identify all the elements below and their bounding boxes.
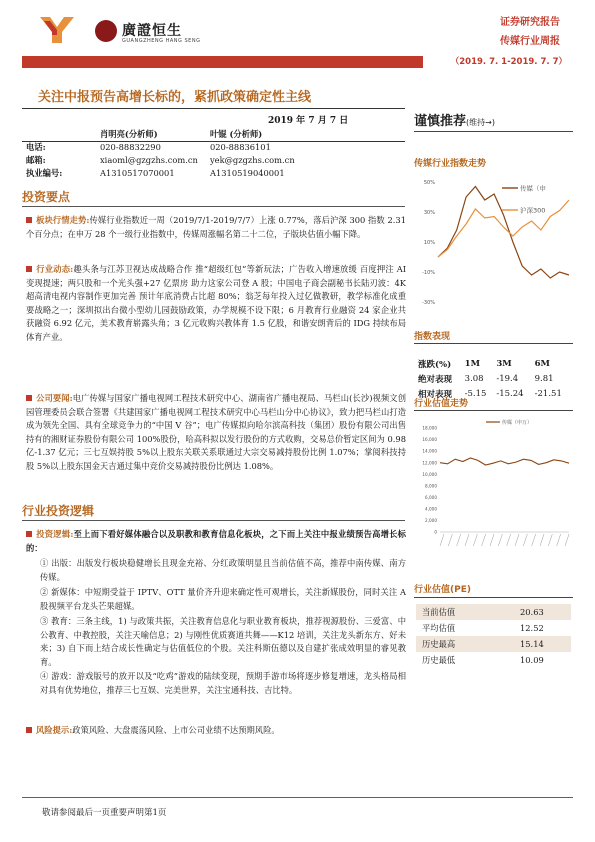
logic-item-new-media: ② 新媒体：中短期受益于 IPTV、OTT 量价齐升迎来确定性可观增长，关注新媒股份，同时关注 A 股视频平台龙头芒果超媒。 — [40, 587, 406, 611]
pe-label: 平均估值 — [422, 623, 456, 633]
bullet-risk — [26, 724, 406, 738]
y-tick-label: 12,000 — [422, 460, 437, 466]
bullet-body: 传媒行业指数近一周（2019/7/1-2019/7/7）上涨 0.77%，落后沪深 300 指数 2.31 个百分点；在申万 28 个一级行业指数中，传媒周涨幅名第二十二位，子版块估值小幅下降。 — [26, 215, 406, 239]
y-tick-label: 50% — [423, 180, 435, 186]
x-tick-mark — [507, 534, 511, 546]
perf-divider — [414, 343, 573, 344]
pe-label: 历史最高 — [422, 639, 456, 649]
y-tick-label: 0 — [434, 529, 437, 535]
contact-row-email — [22, 154, 405, 167]
y-tick-label: -30% — [422, 300, 435, 306]
valuation-trend-title: 行业估值走势 — [414, 399, 469, 409]
phone-2: 020-88836101 — [210, 142, 271, 152]
series-line — [440, 458, 569, 465]
y-tick-label: 2,000 — [425, 518, 437, 524]
title-divider — [22, 108, 405, 109]
logic-item-games: ④ 游戏：游戏版号的放开以及“吃鸡”游戏的陆续变现，预期手游市场将逐步修复增速，龙头格局相对具有优势地位，推荐三七互娱、完美世界，关注宝通科技、吉比特。 — [40, 671, 406, 695]
report-period: （2019. 7. 1-2019. 7. 7） — [450, 57, 567, 67]
report-title: 关注中报预告高增长标的，紧抓政策确定性主线 — [38, 90, 312, 105]
x-tick-mark — [440, 534, 444, 546]
x-tick-mark — [482, 534, 486, 546]
pe-row — [416, 620, 571, 636]
section-investment-points-title: 投资要点 — [22, 190, 71, 204]
perf-cell: -21.51 — [534, 388, 562, 399]
perf-header-cell: 6M — [534, 358, 550, 369]
logic-item-education: ③ 教育：三条主线，1) 与政策共振，关注教育信息化与职业教育板块，推荐视源股份、三爱富、中公教育、中教控股，关注天喻信息；2) 与刚性优质赛道共舞——K12 培训，关注龙头新东方、好未来；3) 自下而上结合成长性确定与估值低位的个股。关注科斯伍德以及自建扩张成效明显的睿见教育。 — [40, 616, 406, 667]
y-tick-label: 10,000 — [422, 471, 437, 477]
y-tick-label: -10% — [422, 270, 435, 276]
license-1: A1310517070001 — [100, 168, 175, 178]
analyst-name-2: 叶锟 (分析师) — [210, 129, 263, 139]
pe-title: 行业估值(PE) — [414, 585, 471, 595]
analyst-names-row — [22, 128, 405, 141]
pe-row — [416, 652, 571, 668]
index-performance-table — [416, 356, 571, 401]
bullet-square-icon — [26, 727, 32, 733]
brand-logo-icon — [40, 17, 74, 43]
pe-label: 历史最低 — [422, 655, 456, 665]
bullet-market-trend — [26, 214, 406, 241]
x-tick-mark — [532, 534, 536, 546]
license-label: 执业编号: — [26, 168, 63, 178]
rating-divider — [414, 131, 573, 132]
perf-cell: -15.24 — [496, 388, 524, 399]
pe-row — [416, 636, 571, 652]
footer-divider — [22, 797, 573, 798]
pe-value: 20.63 — [520, 607, 544, 617]
x-tick-mark — [498, 534, 502, 546]
brand-name: 廣證恒生 — [122, 23, 182, 39]
bullet-key: 公司要闻: — [36, 393, 73, 403]
bullet-square-icon — [26, 217, 32, 223]
x-tick-mark — [557, 534, 561, 546]
y-tick-label: 18,000 — [422, 425, 437, 431]
valuation-divider — [414, 410, 573, 411]
email-1[interactable]: xiaoml@gzgzhs.com.cn — [100, 155, 198, 165]
perf-cell: -19.4 — [496, 373, 519, 384]
analyst-contacts — [22, 128, 405, 180]
x-tick-mark — [448, 534, 452, 546]
x-tick-mark — [565, 534, 569, 546]
index-trend-chart — [414, 172, 573, 312]
pe-value: 10.09 — [520, 655, 544, 665]
x-tick-mark — [457, 534, 461, 546]
pe-row — [416, 604, 571, 620]
contact-row-phone — [22, 141, 405, 154]
section-divider — [22, 206, 405, 207]
y-tick-label: 14,000 — [422, 448, 437, 454]
legend-label: 传媒（申万） — [502, 420, 533, 426]
email-label: 邮箱: — [26, 155, 46, 165]
perf-header-cell: 涨跌(%) — [418, 359, 452, 370]
perf-row-label: 绝对表现 — [418, 374, 453, 385]
perf-header-cell: 1M — [464, 358, 480, 369]
perf-header-row — [416, 356, 571, 371]
x-tick-mark — [465, 534, 469, 546]
y-tick-label: 10% — [423, 240, 435, 246]
bullet-body: 电广传媒与国家广播电视网工程技术研究中心、湖南省广播电视局、马栏山(长沙)视频文创园管理委员会联合签署《共建国家广播电视网工程技术研究中心马栏山分中心协议》，致力把马栏山打造成为领先全国、具有全球竞争力的“中国 V 谷”；电广传媒拟向哈尔滨高科技（集团）股份有限公司出售持有的湘财证券股份有限公司 100%股份，哈高科拟以发行股份的方式收购，交易总价暂定区间为 0.98 亿-1.37 亿元；三七互娱持股 5%以上股东关联关系联通过大宗交易减持股份比例 1.07%；掌阅科技持股 5%以上股东国金天吉通过集中竞价交易减持股份比例达 1.08%。 — [26, 393, 406, 471]
brand-seal-icon — [95, 20, 117, 42]
email-2[interactable]: yek@gzgzhs.com.cn — [210, 155, 295, 165]
y-tick-label: 4,000 — [425, 506, 437, 512]
pe-divider — [414, 597, 573, 598]
analyst-name-1: 肖明亮(分析师) — [100, 129, 158, 139]
x-tick-mark — [473, 534, 477, 546]
y-tick-label: 6,000 — [425, 494, 437, 500]
bullet-key: 投资逻辑: — [36, 529, 74, 539]
x-tick-mark — [523, 534, 527, 546]
y-tick-label: 30% — [423, 210, 435, 216]
bullet-body: 趣头条与江苏卫视达成战略合作 推“超级红包”等新玩法；广告收入增速放缓 百度押注 AI 变现提速；两只股和一个光头强+27 亿票房 助力这家公司登 A 股；中国电子商会副秘书长陆刃波：4K 超高清电视内容制作更加完善 预计年底消费占比超 80%；翁芝每年投入过亿做教研，教学标准化成重要战略之一；深圳拟出台微小型幼儿园鼓励政策，办学规模不设下限；6 月教育行业融资 24 家企业共获融资 6.92 亿元，美术教育崭露头角；3 亿元收购兴教体育 1.5 亿股，和谐安朗背后的 IDG 持续布局体育产业。 — [26, 264, 406, 342]
y-tick-label: 16,000 — [422, 437, 437, 443]
bullet-company-news — [26, 392, 406, 474]
perf-row-absolute — [416, 371, 571, 386]
bullet-key: 板块行情走势: — [36, 215, 90, 225]
bullet-industry-news — [26, 263, 406, 345]
section-divider — [22, 520, 405, 521]
perf-cell: 9.81 — [534, 373, 554, 384]
perf-cell: -5.15 — [464, 388, 487, 399]
license-2: A1310519040001 — [210, 168, 285, 178]
x-tick-mark — [490, 534, 494, 546]
pe-value: 12.52 — [520, 623, 544, 633]
rating-note: (维持→) — [466, 118, 495, 127]
legend-label: 沪深300 — [520, 206, 546, 215]
perf-row-label: 相对表现 — [418, 389, 453, 400]
pe-table — [416, 604, 571, 668]
footer-disclaimer: 敬请参阅最后一页重要声明第1页 — [42, 808, 167, 818]
bullet-logic-lead — [26, 528, 406, 555]
brand-name-en: GUANGZHENG HANG SENG — [122, 38, 201, 44]
phone-label: 电话: — [26, 142, 46, 152]
x-tick-mark — [540, 534, 544, 546]
bullet-key: 行业动态: — [36, 264, 74, 274]
phone-1: 020-88832290 — [100, 142, 161, 152]
bullet-square-icon — [26, 266, 32, 272]
analyst-divider — [22, 141, 405, 142]
bullet-body: 政策风险、大盘震荡风险、上市公司业绩不达预期风险。 — [72, 725, 280, 735]
valuation-trend-chart — [414, 414, 573, 554]
perf-cell: 3.08 — [464, 373, 484, 384]
contact-row-license — [22, 167, 405, 180]
x-tick-mark — [515, 534, 519, 546]
page-header — [0, 0, 595, 70]
legend-label: 传媒（申 — [520, 184, 546, 193]
doc-type: 证券研究报告 — [500, 17, 560, 28]
index-trend-title: 传媒行业指数走势 — [414, 159, 487, 169]
index-performance-title: 指数表现 — [414, 332, 451, 342]
bullet-key: 风险提示: — [36, 725, 73, 735]
rating — [414, 110, 495, 129]
report-date: 2019 年 7 月 7 日 — [268, 116, 349, 126]
section-investment-logic-title: 行业投资逻辑 — [22, 504, 95, 518]
rating-main: 谨慎推荐 — [414, 114, 467, 129]
bullet-square-icon — [26, 395, 32, 401]
pe-label: 当前估值 — [422, 607, 456, 617]
header-right — [500, 15, 560, 50]
y-tick-label: 8,000 — [425, 483, 437, 489]
series-line — [438, 187, 569, 279]
logic-item-publishing: ① 出版：出版发行板块稳健增长且现金充裕、分红政策明显且当前估值不高，推荐中南传媒、南方传媒。 — [40, 558, 406, 582]
pe-value: 15.14 — [520, 639, 544, 649]
bullet-square-icon — [26, 531, 32, 537]
report-series: 传媒行业周报 — [500, 36, 560, 47]
bullet-body: 至上而下看好媒体融合以及职教和教育信息化板块，之下而上关注中报业绩预告高增长标的： — [26, 529, 406, 553]
x-tick-mark — [548, 534, 552, 546]
perf-header-cell: 3M — [496, 358, 512, 369]
